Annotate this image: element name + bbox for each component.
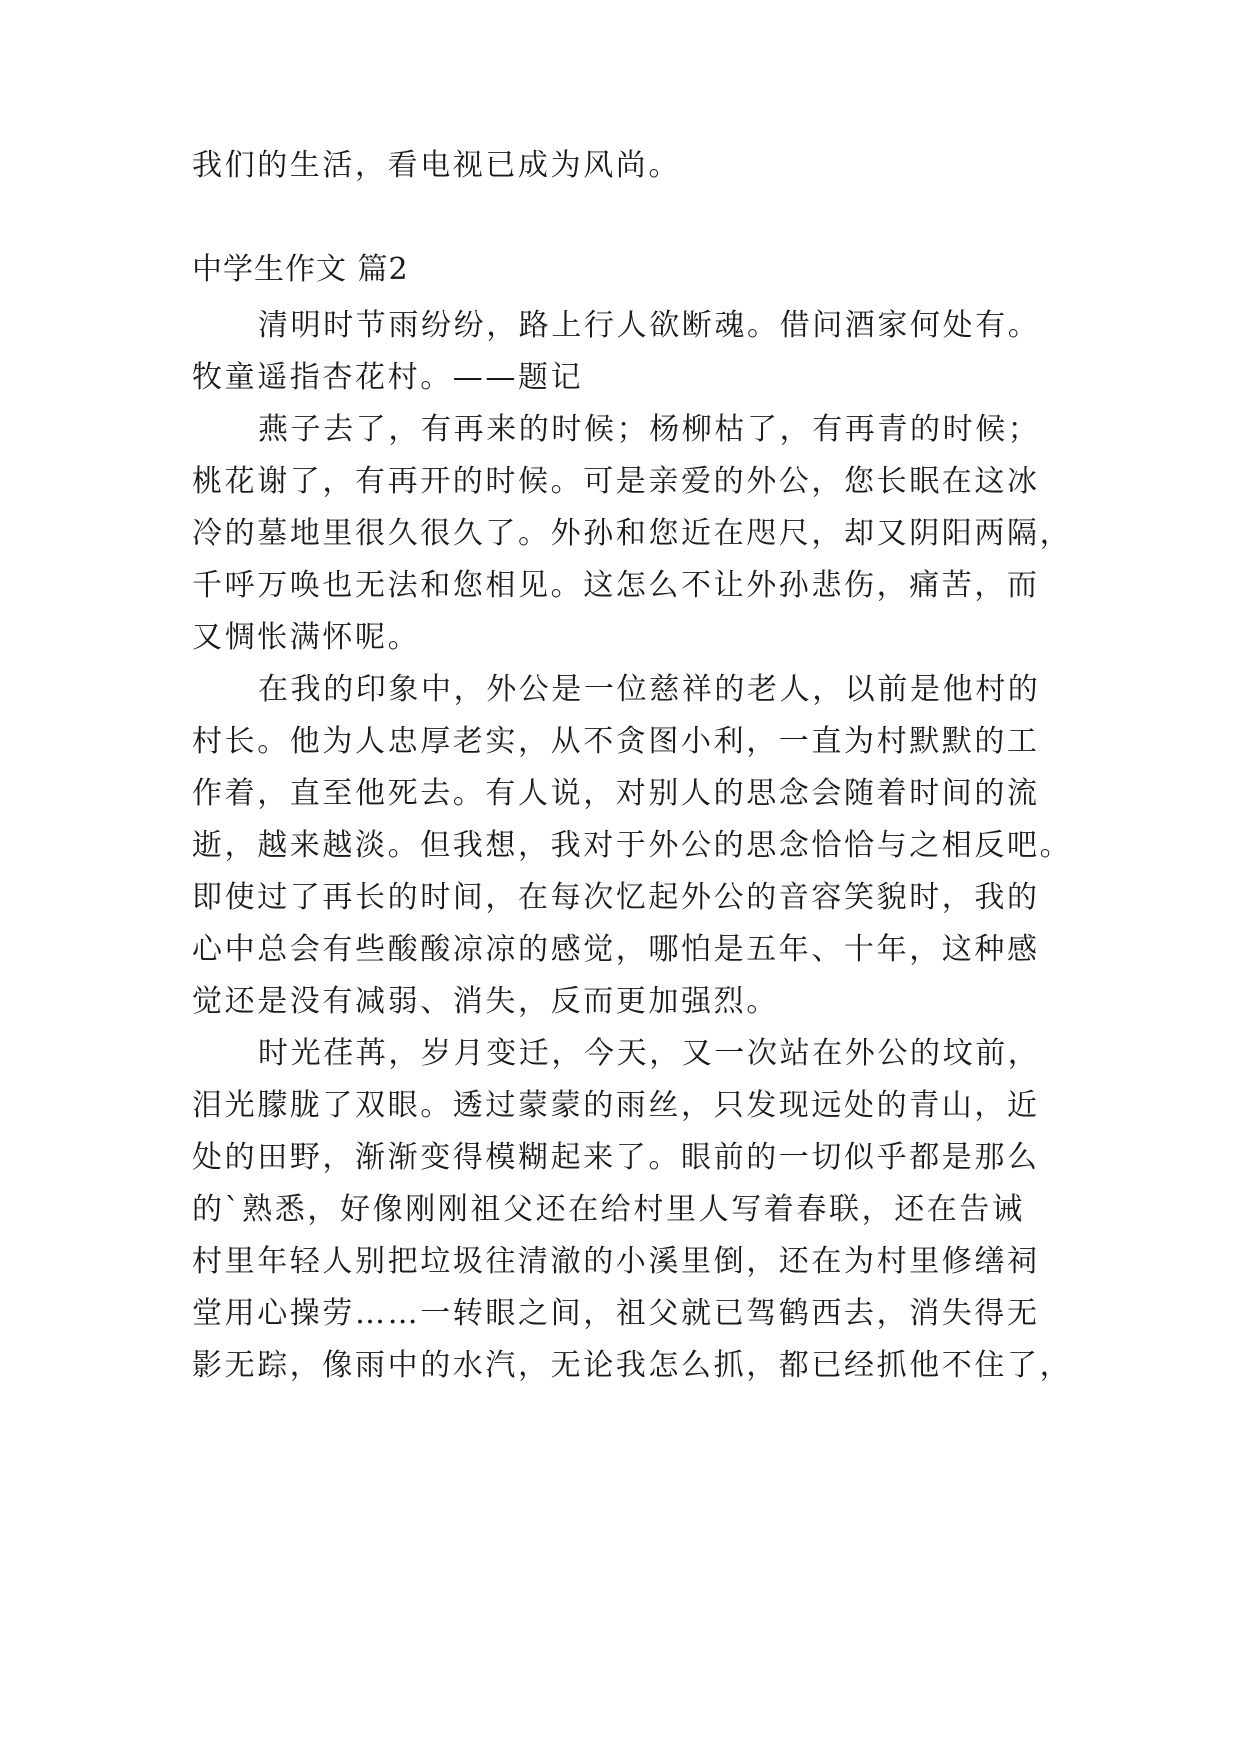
paragraph-line: 时光荏苒，岁月变迁，今天，又一次站在外公的坟前， [258,1036,1041,1071]
paragraph-line: 影无踪，像雨中的水汽，无论我怎么抓，都已经抓他不住了， [192,1348,1073,1383]
paragraph-line: 作着，直至他死去。有人说，对别人的思念会随着时间的流 [192,776,1040,811]
paragraph-line: 在我的印象中，外公是一位慈祥的老人，以前是他村的 [258,672,1041,707]
paragraph-line: 千呼万唤也无法和您相见。这怎么不让外孙悲伤，痛苦，而 [192,568,1040,603]
paragraph-line: 燕子去了，有再来的时候；杨柳枯了，有再青的时候； [258,412,1041,447]
paragraph-line: 堂用心操劳……一转眼之间，祖父就已驾鹤西去，消失得无 [192,1296,1040,1331]
paragraph-line: 心中总会有些酸酸凉凉的感觉，哪怕是五年、十年，这种感 [192,932,1040,967]
paragraph-line: 处的田野，渐渐变得模糊起来了。眼前的一切似乎都是那么 [192,1140,1040,1175]
paragraph-line: 牧童遥指杏花村。——题记 [192,360,584,395]
paragraph-line: 即使过了再长的时间，在每次忆起外公的音容笑貌时，我的 [192,880,1040,915]
paragraph-line: 觉还是没有减弱、消失，反而更加强烈。 [192,984,779,1019]
paragraph-line: 村里年轻人别把垃圾往清澈的小溪里倒，还在为村里修缮祠 [192,1244,1040,1279]
paragraph-line: 泪光朦胧了双眼。透过蒙蒙的雨丝，只发现远处的青山，近 [192,1088,1040,1123]
paragraph-line: 冷的墓地里很久很久了。外孙和您近在咫尺，却又阴阳两隔， [192,516,1073,551]
paragraph-line: 的`熟悉，好像刚刚祖父还在给村里人写着春联，还在告诫 [192,1192,1025,1227]
paragraph-line: 村长。他为人忠厚老实，从不贪图小利，一直为村默默的工 [192,724,1040,759]
paragraph-line: 清明时节雨纷纷，路上行人欲断魂。借问酒家何处有。 [258,308,1041,343]
paragraph-line: 逝，越来越淡。但我想，我对于外公的思念恰恰与之相反吧。 [192,828,1073,863]
paragraph-line: 又惆怅满怀呢。 [192,620,421,655]
paragraph-line: 我们的生活，看电视已成为风尚。 [192,148,681,183]
paragraph-line: 桃花谢了，有再开的时候。可是亲爱的外公，您长眠在这冰 [192,464,1040,499]
section-heading: 中学生作文 篇2 [192,252,409,287]
